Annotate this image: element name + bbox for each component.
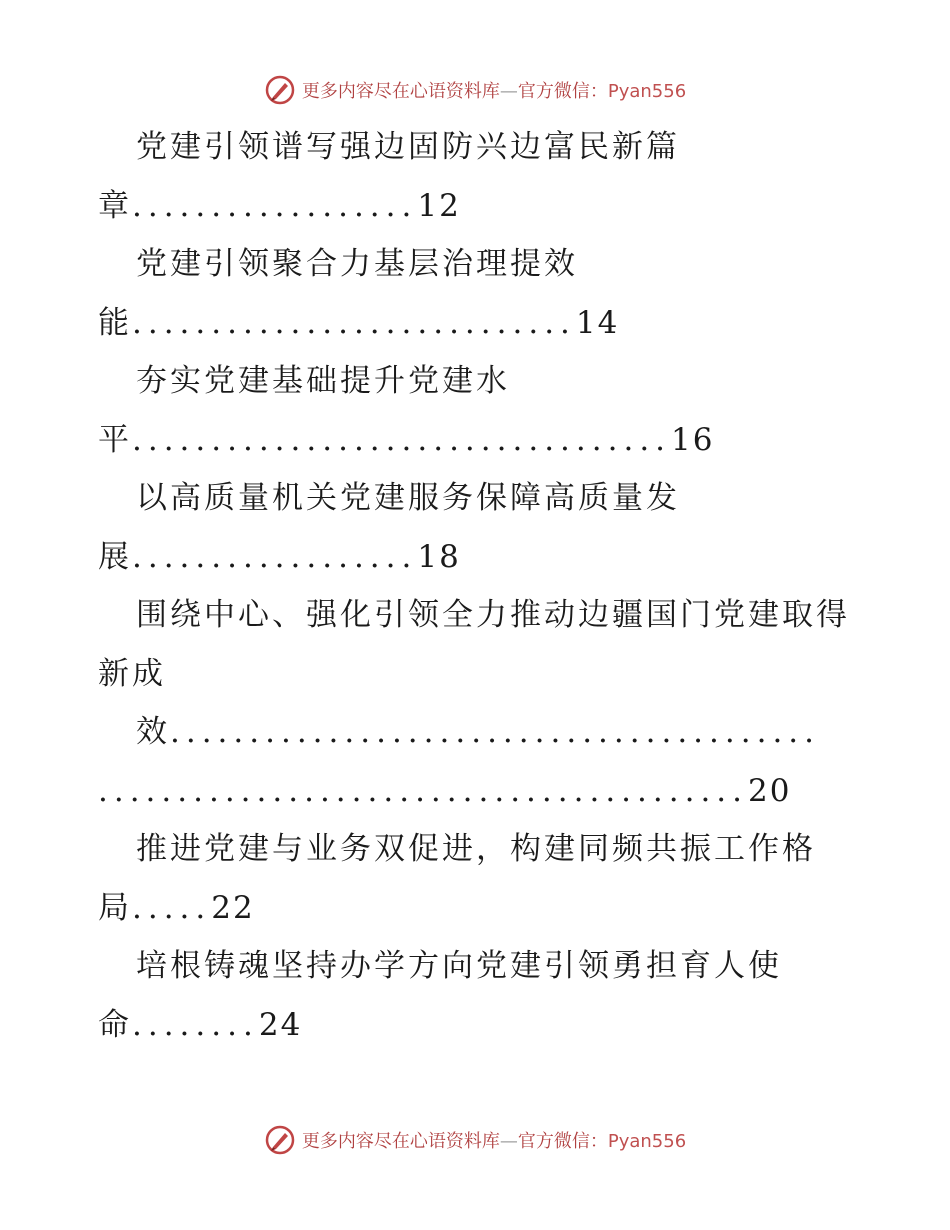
- toc-leader-dots: ............................: [132, 304, 576, 341]
- toc-entry-last-char: 命: [98, 1006, 132, 1043]
- toc-page-number: 16: [671, 421, 715, 458]
- pen-logo-icon: [264, 74, 296, 106]
- table-of-contents: [98, 118, 858, 1054]
- toc-entry-last-char: 展: [98, 538, 132, 575]
- toc-entry-tail-cont[interactable]: [98, 762, 858, 821]
- toc-entry-tail[interactable]: [98, 411, 858, 470]
- watermark-text: [302, 1127, 686, 1153]
- watermark-text: [302, 77, 686, 103]
- toc-entry-last-char: 章: [98, 187, 132, 224]
- toc-page-number: 18: [417, 538, 461, 575]
- toc-leader-dots: .....: [132, 889, 212, 926]
- toc-leader-dots: ..................................: [132, 421, 672, 458]
- toc-entry-title: 夯实党建基础提升党建水: [136, 363, 510, 399]
- toc-entry-title: 以高质量机关党建服务保障高质量发: [136, 480, 680, 516]
- toc-entry-last-char: 效: [136, 714, 170, 750]
- toc-page-number: 20: [748, 772, 792, 809]
- watermark-id: Pyan556: [607, 1131, 687, 1152]
- toc-leader-dots: ..................: [132, 538, 418, 575]
- toc-page-number: 22: [211, 889, 255, 926]
- toc-entry-tail[interactable]: [98, 528, 858, 587]
- toc-entry-title: 围绕中心、强化引领全力推动边疆国门党建取得: [136, 597, 850, 633]
- toc-entry-tail[interactable]: [98, 294, 858, 353]
- toc-entry-title: 培根铸魂坚持办学方向党建引领勇担育人使: [136, 948, 782, 984]
- toc-entry-last-char: 平: [98, 421, 132, 458]
- toc-page-number: 12: [417, 187, 461, 224]
- toc-leader-dots: ..................: [132, 187, 418, 224]
- watermark-official: 官方微信：: [517, 81, 608, 102]
- toc-entry-title: 党建引领谱写强边固防兴边富民新篇: [136, 129, 680, 165]
- toc-entry-title: 党建引领聚合力基层治理提效: [136, 246, 578, 282]
- toc-entry-last-char: 局: [98, 889, 132, 926]
- toc-leader-dots: .........................................: [98, 772, 749, 809]
- toc-entry-title-cont: 新成: [98, 655, 166, 692]
- toc-entry-tail[interactable]: [98, 879, 858, 938]
- toc-page-number: 24: [258, 1006, 303, 1043]
- pen-logo-icon: [264, 1124, 296, 1156]
- toc-entry-last-char: 能: [98, 304, 132, 341]
- toc-entry-tail[interactable]: [98, 703, 858, 762]
- header-watermark: [0, 74, 950, 106]
- watermark-main: 更多内容尽在心语资料库: [301, 1131, 500, 1152]
- watermark-id: Pyan556: [607, 81, 687, 102]
- toc-entry-tail[interactable]: [98, 996, 858, 1055]
- watermark-main: 更多内容尽在心语资料库: [301, 81, 500, 102]
- footer-watermark: [0, 1124, 950, 1156]
- watermark-separator: —: [499, 1131, 518, 1152]
- toc-page-number: 14: [575, 304, 620, 341]
- toc-leader-dots: .........................................: [170, 714, 821, 750]
- toc-leader-dots: ........: [132, 1006, 259, 1043]
- watermark-official: 官方微信：: [517, 1131, 608, 1152]
- watermark-separator: —: [499, 81, 518, 102]
- toc-entry-title: 推进党建与业务双促进，构建同频共振工作格: [136, 831, 816, 867]
- toc-entry-tail[interactable]: [98, 177, 858, 236]
